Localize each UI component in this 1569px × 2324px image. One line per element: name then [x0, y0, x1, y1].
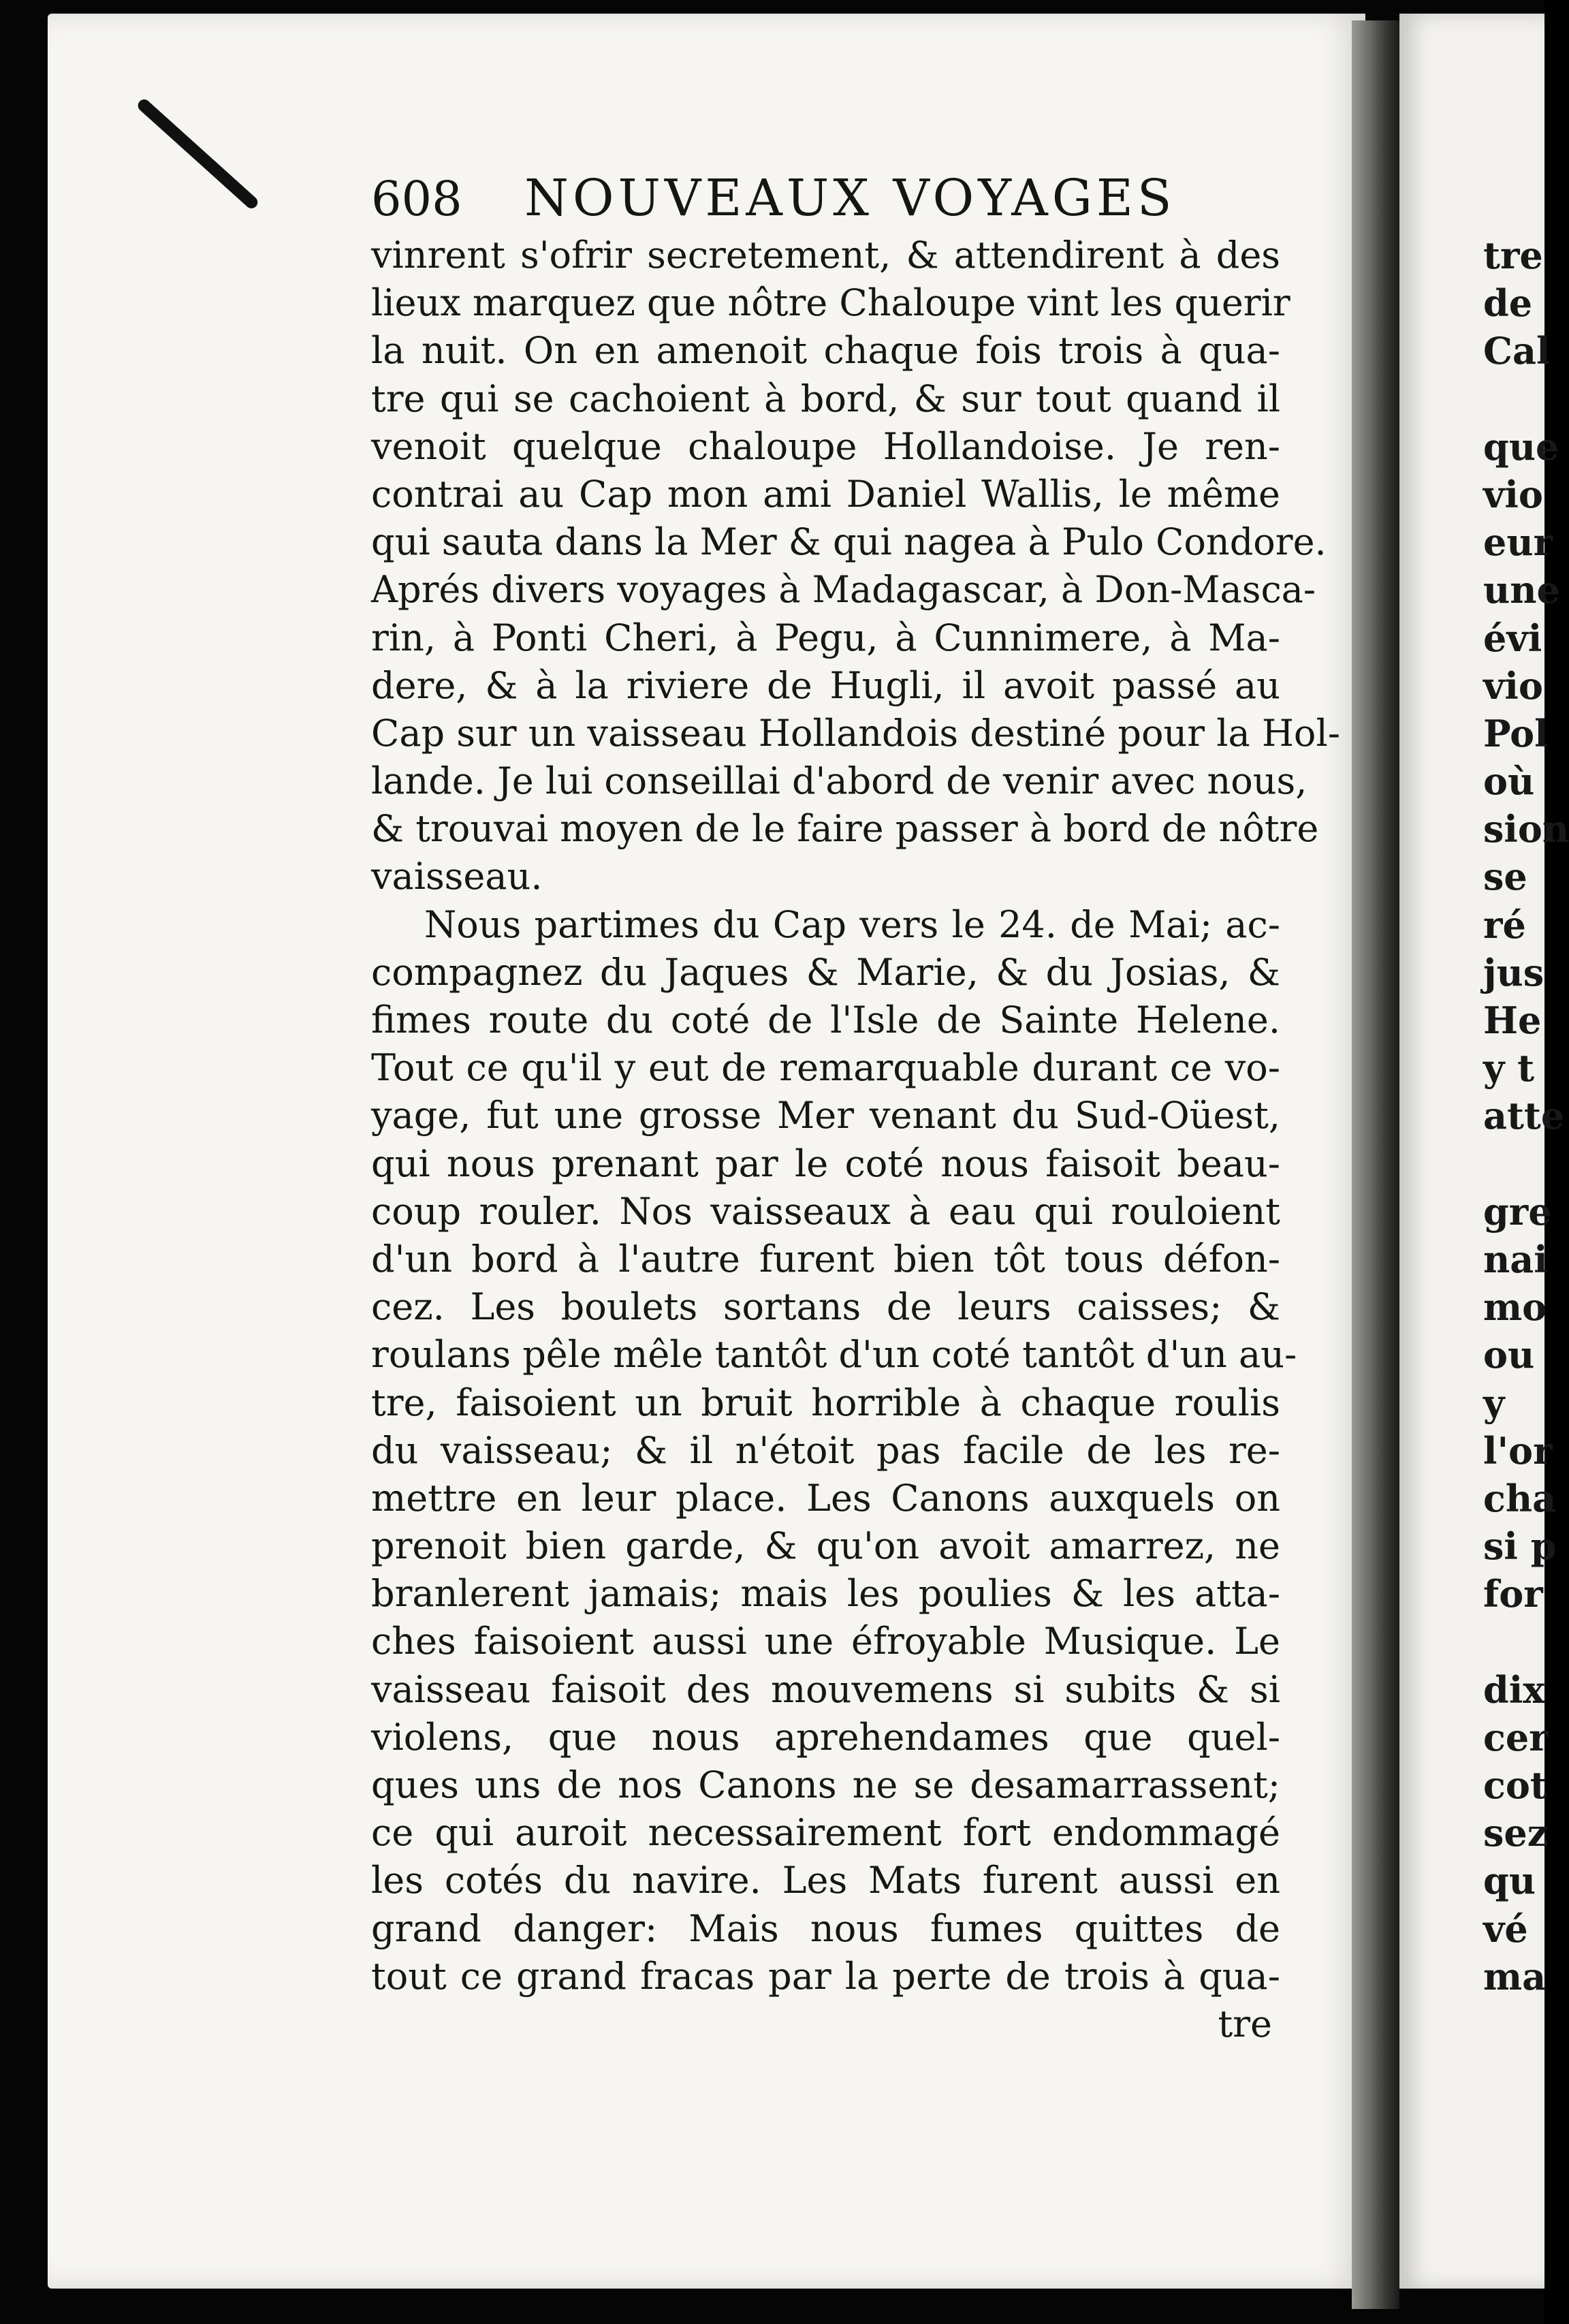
text-line: la nuit. On en amenoit chaque fois trois à qua- — [371, 329, 1280, 373]
fragment-line: ma — [1483, 1954, 1547, 1998]
fragment-line: une — [1483, 568, 1560, 612]
text-line: vinrent s'ofrir secretement, & attendirent à des — [371, 234, 1280, 277]
fragment-line: atte — [1483, 1094, 1565, 1138]
text-line: vaisseau faisoit des mouvemens si subits & si — [371, 1667, 1280, 1711]
text-line: coup rouler. Nos vaisseaux à eau qui rouloient — [371, 1189, 1280, 1233]
text-line: du vaisseau; & il n'étoit pas facile de les re- — [371, 1428, 1280, 1472]
fragment-line: sez — [1483, 1811, 1549, 1855]
fragment-line — [1483, 375, 1565, 423]
fragment-line: vio — [1483, 663, 1543, 708]
text-line: ches faisoient aussi une éfroyable Musique. Le — [371, 1620, 1280, 1663]
running-head — [371, 169, 1290, 230]
fragment-line: tre — [1483, 234, 1543, 277]
text-line: violens, que nous aprehendames que quel- — [371, 1715, 1280, 1759]
page-number: 608 — [371, 171, 462, 227]
text-line: fimes route du coté de l'Isle de Sainte Helene. — [371, 999, 1280, 1041]
fragment-line: eur — [1483, 520, 1553, 565]
fragment-line: que — [1483, 424, 1559, 469]
fragment-line: si p — [1483, 1524, 1557, 1569]
text-line: Tout ce qu'il y eut de remarquable durant ce vo- — [371, 1046, 1280, 1090]
text-line: Nous partimes du Cap vers le 24. de Mai; ac- — [424, 902, 1280, 946]
fragment-line: sion — [1483, 807, 1569, 851]
fragment-line: cot — [1483, 1763, 1547, 1807]
fragment-line — [1483, 1618, 1565, 1665]
fragment-line: ou — [1483, 1333, 1535, 1377]
text-line: tre qui se cachoient à bord, & sur tout quand il — [371, 377, 1280, 420]
fragment-line: cha — [1483, 1476, 1557, 1520]
text-line: qui nous prenant par le coté nous faisoit beau- — [371, 1142, 1280, 1185]
fragment-line: He — [1483, 999, 1542, 1042]
fragment-line: vio — [1483, 472, 1543, 516]
text-line: Aprés divers voyages à Madagascar, à Don-Masca- — [371, 568, 1316, 612]
text-line: les cotés du navire. Les Mats furent aussi en — [371, 1859, 1280, 1902]
running-title: NOUVEAUX VOYAGES — [524, 169, 1176, 227]
text-line: Cap sur un vaisseau Hollandois destiné pour la Hol- — [371, 711, 1340, 755]
text-line: contrai au Cap mon ami Daniel Wallis, le même — [371, 472, 1280, 516]
text-line: mettre en leur place. Les Canons auxquels on — [371, 1476, 1280, 1520]
fragment-line: Pol — [1483, 711, 1549, 755]
body-text — [371, 232, 1340, 2048]
text-line: prenoit bien garde, & qu'on avoit amarrez, ne — [371, 1524, 1280, 1568]
catchword: tre — [1218, 2002, 1272, 2045]
fragment-line — [1483, 1140, 1565, 1188]
fragment-line: Cal — [1483, 329, 1551, 373]
fragment-line: nai — [1483, 1237, 1548, 1281]
text-line: tout ce grand fracas par la perte de trois à qua- — [371, 1954, 1280, 1998]
text-line: yage, fut une grosse Mer venant du Sud-Oüest, — [371, 1094, 1280, 1137]
book-gutter — [1352, 20, 1399, 2309]
text-line: lande. Je lui conseillai d'abord de venir avec nous, — [371, 759, 1308, 803]
fragment-line: ré — [1483, 902, 1526, 947]
fragment-line: dix — [1483, 1667, 1545, 1712]
text-line: dere, & à la riviere de Hugli, il avoit passé au — [371, 663, 1280, 707]
text-line: grand danger: Mais nous fumes quittes de — [371, 1906, 1280, 1950]
fragment-line: l'or — [1483, 1428, 1553, 1473]
fragment-line: qu — [1483, 1859, 1536, 1903]
text-line: venoit quelque chaloupe Hollandoise. Je ren- — [371, 424, 1280, 468]
fragment-line: se — [1483, 855, 1527, 899]
text-line: lieux marquez que nôtre Chaloupe vint les querir — [371, 281, 1290, 325]
text-line: roulans pêle mêle tantôt d'un coté tantôt d'un au- — [371, 1333, 1297, 1377]
text-line: ce qui auroit necessairement fort endommagé — [371, 1811, 1280, 1855]
text-line: tre, faisoient un bruit horrible à chaque roulis — [371, 1381, 1280, 1424]
fragment-line: jus — [1483, 950, 1544, 994]
fragment-line: vé — [1483, 1906, 1528, 1951]
fragment-line: de — [1483, 281, 1533, 326]
right-page-fragments — [1483, 232, 1569, 2000]
text-line: vaisseau. — [371, 855, 543, 898]
text-line: qui sauta dans la Mer & qui nagea à Pulo Condore. — [371, 520, 1327, 564]
fragment-line: où — [1483, 759, 1535, 804]
fragment-line: for — [1483, 1572, 1543, 1616]
text-line: ques uns de nos Canons ne se desamarrassent; — [371, 1763, 1280, 1806]
fragment-line: y t — [1483, 1046, 1535, 1090]
text-line: & trouvai moyen de le faire passer à bord de nôtre — [371, 807, 1319, 851]
text-line: d'un bord à l'autre furent bien tôt tous défon- — [371, 1237, 1280, 1281]
fragment-line: y — [1483, 1381, 1505, 1425]
fragment-line: évi — [1483, 616, 1542, 660]
fragment-line: mo — [1483, 1285, 1547, 1330]
text-line: branlerent jamais; mais les poulies & les atta- — [371, 1572, 1280, 1616]
fragment-line: gre — [1483, 1189, 1552, 1234]
text-line: cez. Les boulets sortans de leurs caisses; & — [371, 1285, 1280, 1329]
text-line: rin, à Ponti Cheri, à Pegu, à Cunnimere, à Ma- — [371, 616, 1280, 659]
text-line: compagnez du Jaques & Marie, & du Josias, & — [371, 950, 1280, 994]
fragment-line: cer — [1483, 1715, 1549, 1759]
